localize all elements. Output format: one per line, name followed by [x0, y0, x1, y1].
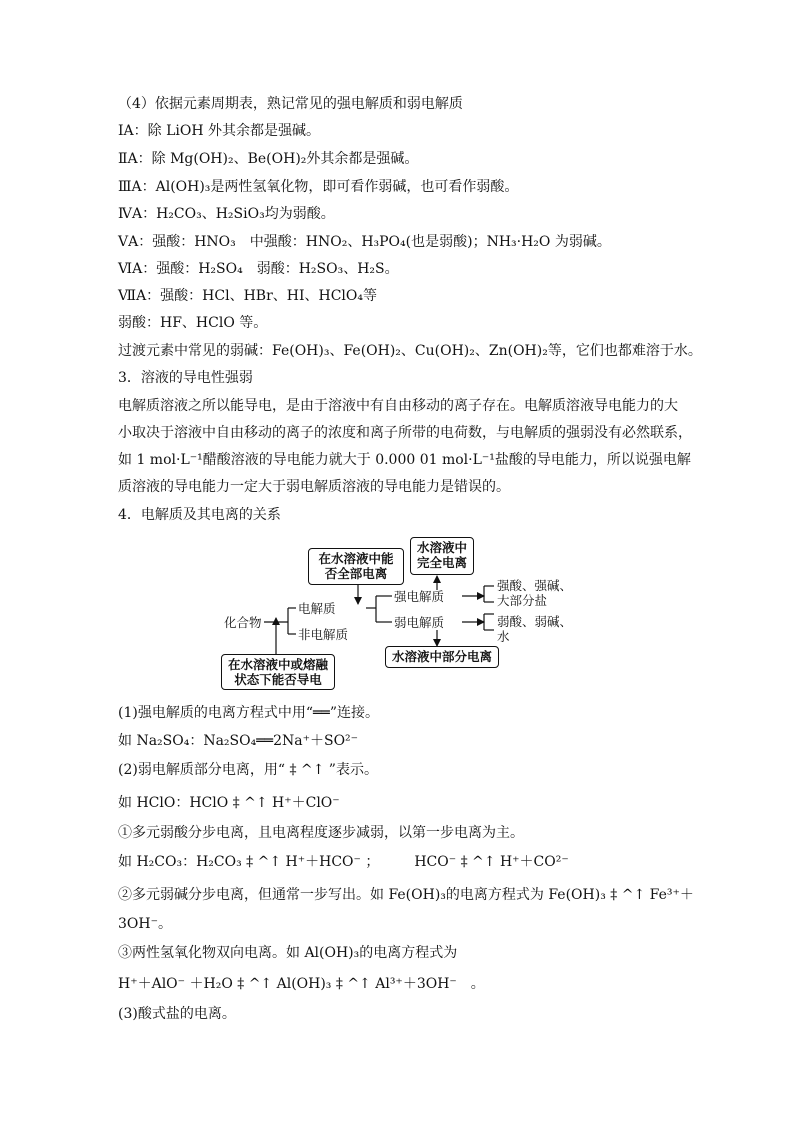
box-full-ionize: 水溶液中 完全电离 [410, 537, 474, 575]
text-line: ⅣA：H₂CO₃、H₂SiO₃均为弱酸。 [118, 206, 335, 222]
text-line: 如 1 mol·L⁻¹醋酸溶液的导电能力就大于 0.000 01 mol·L⁻¹盐酸的导电能力，所以说强电解 [118, 452, 691, 468]
text-line: ①多元弱酸分步电离，且电离程度逐步减弱，以第一步电离为主。 [118, 825, 524, 841]
text-line: 如 H₂CO₃：H₂CO₃ ‡ ^↑ H⁺＋HCO⁻ ； HCO⁻ ‡ ^↑ H⁺＋CO²⁻ [118, 854, 569, 870]
text-line: 质溶液的导电能力一定大于弱电解质溶液的导电能力是错误的。 [118, 479, 510, 495]
label-weak-electrolyte: 弱电解质 [394, 615, 445, 630]
box-full-ionize-question: 在水溶液中能 否全部电离 [308, 548, 404, 585]
text-line: ②多元弱碱分步电离，但通常一步写出。如 Fe(OH)₃的电离方程式为 Fe(OH)₃ ‡ ^↑ Fe³⁺＋ [118, 887, 694, 903]
label-non-electrolyte: 非电解质 [298, 627, 349, 642]
text-line: 3OH⁻。 [118, 916, 172, 932]
text-line: 小取决于溶液中自由移动的离子的浓度和离子所带的电荷数，与电解质的强弱没有必然联系， [118, 425, 692, 441]
text-line: 如 HClO：HClO ‡ ^↑ H⁺＋ClO⁻ [118, 795, 340, 811]
text-line: (1)强电解质的电离方程式中用“══”连接。 [118, 705, 380, 721]
label-strong-examples: 强酸、强碱、 大部分盐 [497, 578, 573, 608]
text-line: (3)酸式盐的电离。 [118, 1006, 236, 1022]
text-line: (2)弱电解质部分电离，用“ ‡ ^↑ ”表示。 [118, 762, 378, 778]
text-line: 过渡元素中常见的弱碱：Fe(OH)₃、Fe(OH)₂、Cu(OH)₂、Zn(OH)₂等，它们也都难溶于水。 [118, 343, 702, 359]
text-line: ⅤA：强酸：HNO₃ 中强酸：HNO₂、H₃PO₄(也是弱酸)；NH₃·H₂O 为弱碱。 [118, 234, 611, 250]
text-line: 电解质溶液之所以能导电，是由于溶液中有自由移动的离子存在。电解质溶液导电能力的大 [118, 398, 678, 414]
text-line: 如 Na₂SO₄：Na₂SO₄══2Na⁺＋SO²⁻ [118, 733, 359, 749]
text-line: ⅠA：除 LiOH 外其余都是强碱。 [118, 123, 321, 139]
text-line: ⅥA：强酸：H₂SO₄ 弱酸：H₂SO₃、H₂S。 [118, 261, 399, 277]
box-partial-ionize: 水溶液中部分电离 [385, 646, 499, 668]
text-line: ⅡA：除 Mg(OH)₂、Be(OH)₂外其余都是强碱。 [118, 151, 419, 167]
label-strong-electrolyte: 强电解质 [394, 589, 445, 604]
text-line: （4）依据元素周期表，熟记常见的强电解质和弱电解质 [118, 96, 463, 112]
label-weak-examples: 弱酸、弱碱、 水 [497, 614, 573, 644]
section-heading: 4．电解质及其电离的关系 [118, 507, 281, 523]
label-electrolyte: 电解质 [298, 601, 336, 616]
box-conduct-question: 在水溶液中或熔融 状态下能否导电 [221, 654, 335, 690]
text-line: H⁺＋AlO⁻ ＋H₂O ‡ ^↑ Al(OH)₃ ‡ ^↑ Al³⁺＋3OH⁻ 。 [118, 976, 485, 992]
text-line: 弱酸：HF、HClO 等。 [118, 315, 268, 331]
label-compound: 化合物 [224, 615, 262, 630]
text-line: ③两性氢氧化物双向电离。如 Al(OH)₃的电离方程式为 [118, 945, 458, 961]
text-line: ⅦA：强酸：HCl、HBr、HI、HClO₄等 [118, 288, 377, 304]
text-line: ⅢA：Al(OH)₃是两性氢氧化物，即可看作弱碱，也可看作弱酸。 [118, 179, 519, 195]
section-heading: 3．溶液的导电性强弱 [118, 370, 253, 386]
